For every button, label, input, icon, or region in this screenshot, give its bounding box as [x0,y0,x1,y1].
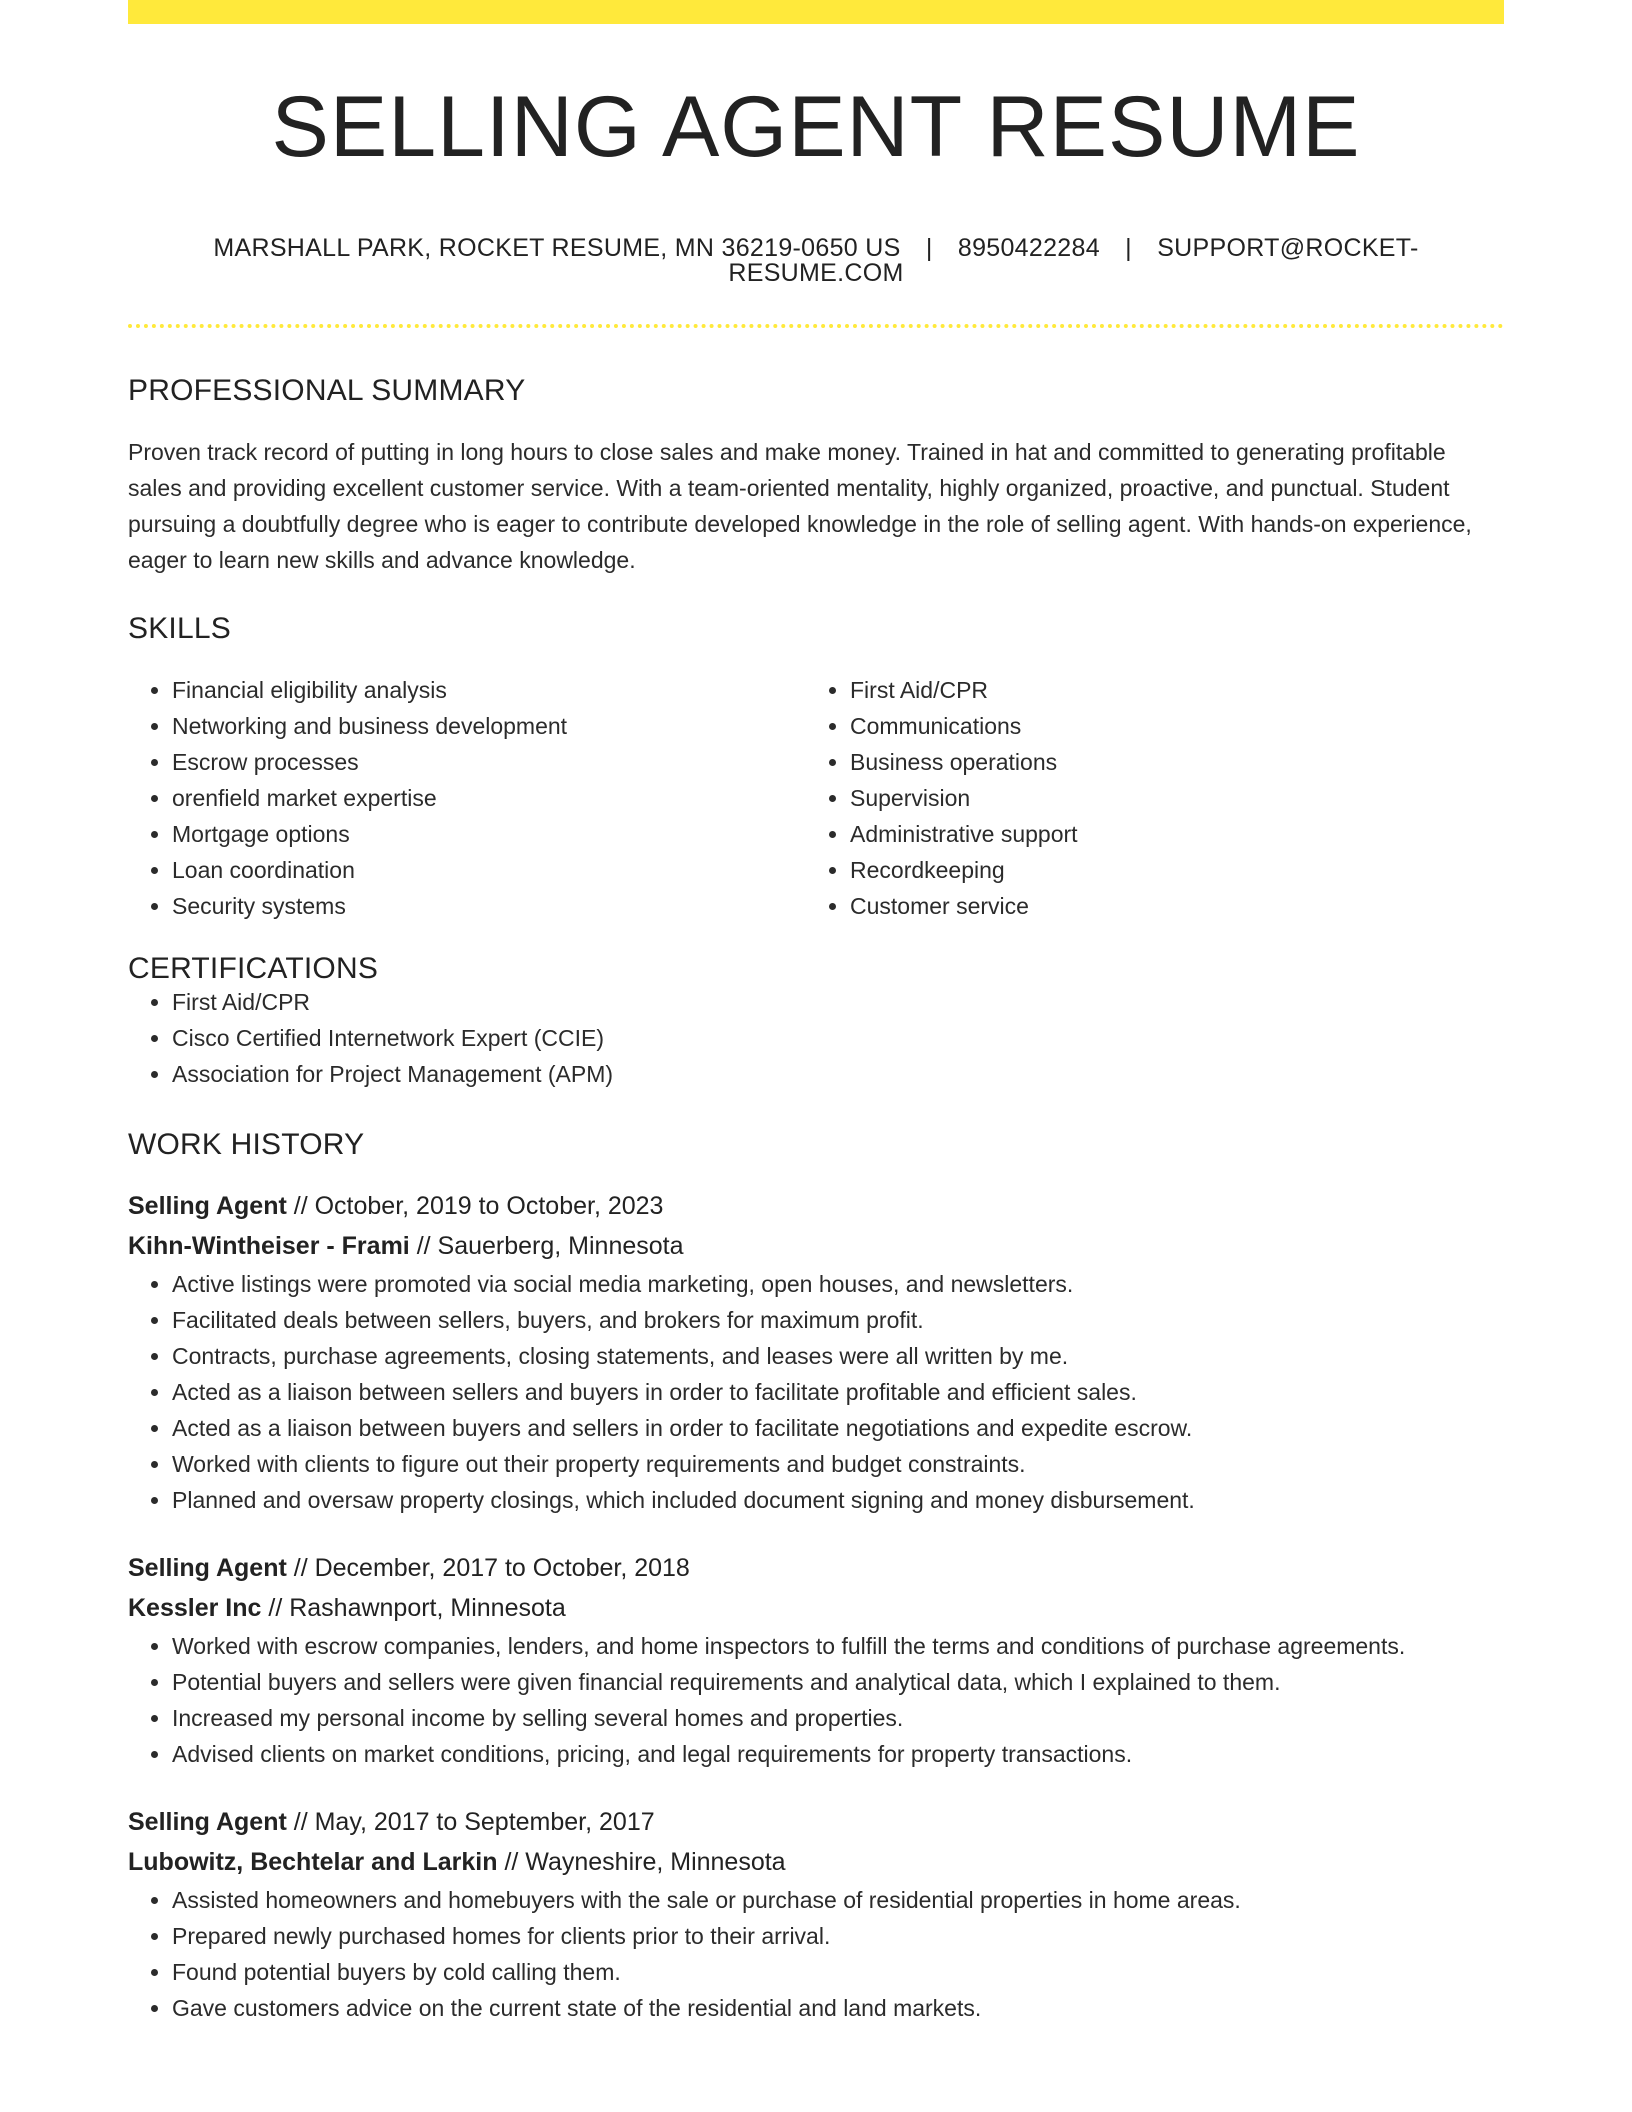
contact-address: MARSHALL PARK, ROCKET RESUME, MN 36219-0650 US [213,234,901,262]
job-company-line [128,1842,1504,1882]
job-company-line [128,1588,1504,1628]
skill-item: • Mortgage options [172,816,806,852]
certification-item: • Association for Project Management (APM) [172,1056,1504,1092]
job-role-line [128,1802,1504,1842]
job-company: Kessler Inc [128,1594,262,1622]
skill-item: • Loan coordination [172,852,806,888]
job-bullets [128,1628,1504,1772]
job-bullets [128,1882,1504,2026]
certification-item: • Cisco Certified Internetwork Expert (CCIE) [172,1020,1504,1056]
job-role: Selling Agent [128,1808,287,1836]
job-location: // Wayneshire, Minnesota [497,1848,786,1876]
job-role-line [128,1548,1504,1588]
job-bullets [128,1266,1504,1518]
job-bullet: • Planned and oversaw property closings, which included document signing and money disbursement. [172,1482,1504,1518]
job-company-line [128,1226,1504,1266]
skill-item: • Customer service [850,888,1484,924]
skill-item: • First Aid/CPR [850,672,1484,708]
skills-list-right [806,672,1484,924]
summary-text: Proven track record of putting in long hours to close sales and make money. Trained in hat and committed to generating profitable sales and providing excellent customer service. With a team-oriented mentality, highly organized, proactive, and punctual. Student pursuing a doubtfully degree who is eager to contribute developed knowledge in the role of selling agent. With hands-on experience, eager to learn new skills and advance knowledge. [128,439,1472,573]
summary-heading: PROFESSIONAL SUMMARY [128,374,526,407]
skills-columns [128,672,1504,924]
job-role: Selling Agent [128,1192,287,1220]
job-bullet: • Active listings were promoted via social media marketing, open houses, and newsletters. [172,1266,1504,1302]
job-bullet: • Gave customers advice on the current state of the residential and land markets. [172,1990,1504,2026]
contact-email[interactable]: SUPPORT@ROCKET-RESUME.COM [728,234,1419,287]
job-role: Selling Agent [128,1554,287,1582]
contact-phone[interactable]: 8950422284 [957,234,1100,262]
skill-item: • Administrative support [850,816,1484,852]
job-bullet: • Facilitated deals between sellers, buyers, and brokers for maximum profit. [172,1302,1504,1338]
job-bullet: • Potential buyers and sellers were given financial requirements and analytical data, which I explained to them. [172,1664,1504,1700]
skill-item: • Supervision [850,780,1484,816]
certification-item: • First Aid/CPR [172,984,1504,1020]
dotted-divider [128,324,1504,328]
skill-item: • Communications [850,708,1484,744]
job-bullet: • Prepared newly purchased homes for clients prior to their arrival. [172,1918,1504,1954]
skill-item: • Networking and business development [172,708,806,744]
skill-item: • Security systems [172,888,806,924]
resume-page [128,0,1504,2026]
job-role-line [128,1186,1504,1226]
job-bullet: • Increased my personal income by selling several homes and properties. [172,1700,1504,1736]
job-bullet: • Worked with escrow companies, lenders, and home inspectors to fulfill the terms and conditions of purchase agreements. [172,1628,1504,1664]
skills-column-left [128,672,806,924]
certifications-list [128,984,1504,1092]
skill-item: • Financial eligibility analysis [172,672,806,708]
job-entry [128,1186,1504,1518]
job-company: Kihn-Wintheiser - Frami [128,1232,410,1260]
job-bullet: • Found potential buyers by cold calling them. [172,1954,1504,1990]
job-bullet: • Contracts, purchase agreements, closing statements, and leases were all written by me. [172,1338,1504,1374]
skills-column-right [806,672,1484,924]
job-dates: // December, 2017 to October, 2018 [286,1554,690,1582]
job-location: // Rashawnport, Minnesota [261,1594,566,1622]
skill-item: • Recordkeeping [850,852,1484,888]
job-bullet: • Acted as a liaison between buyers and sellers in order to facilitate negotiations and expedite escrow. [172,1410,1504,1446]
job-dates: // May, 2017 to September, 2017 [286,1808,655,1836]
job-location: // Sauerberg, Minnesota [409,1232,684,1260]
skills-list-left [128,672,806,924]
job-company: Lubowitz, Bechtelar and Larkin [128,1848,498,1876]
job-entry [128,1802,1504,2026]
certifications-heading: CERTIFICATIONS [128,952,379,985]
contact-separator: | [1125,234,1132,262]
accent-top-bar [128,0,1504,24]
job-entry [128,1548,1504,1772]
work-history-heading: WORK HISTORY [128,1128,365,1161]
job-bullet: • Advised clients on market conditions, pricing, and legal requirements for property transactions. [172,1736,1504,1772]
skill-item: • Business operations [850,744,1484,780]
skills-heading: SKILLS [128,612,231,645]
resume-title: SELLING AGENT RESUME [271,79,1361,175]
skill-item: • Escrow processes [172,744,806,780]
job-bullet: • Worked with clients to figure out their property requirements and budget constraints. [172,1446,1504,1482]
contact-separator: | [925,234,933,262]
contact-line [128,236,1504,286]
skill-item: • orenfield market expertise [172,780,806,816]
job-bullet: • Acted as a liaison between sellers and buyers in order to facilitate profitable and efficient sales. [172,1374,1504,1410]
job-dates: // October, 2019 to October, 2023 [286,1192,664,1220]
job-bullet: • Assisted homeowners and homebuyers with the sale or purchase of residential properties in home areas. [172,1882,1504,1918]
